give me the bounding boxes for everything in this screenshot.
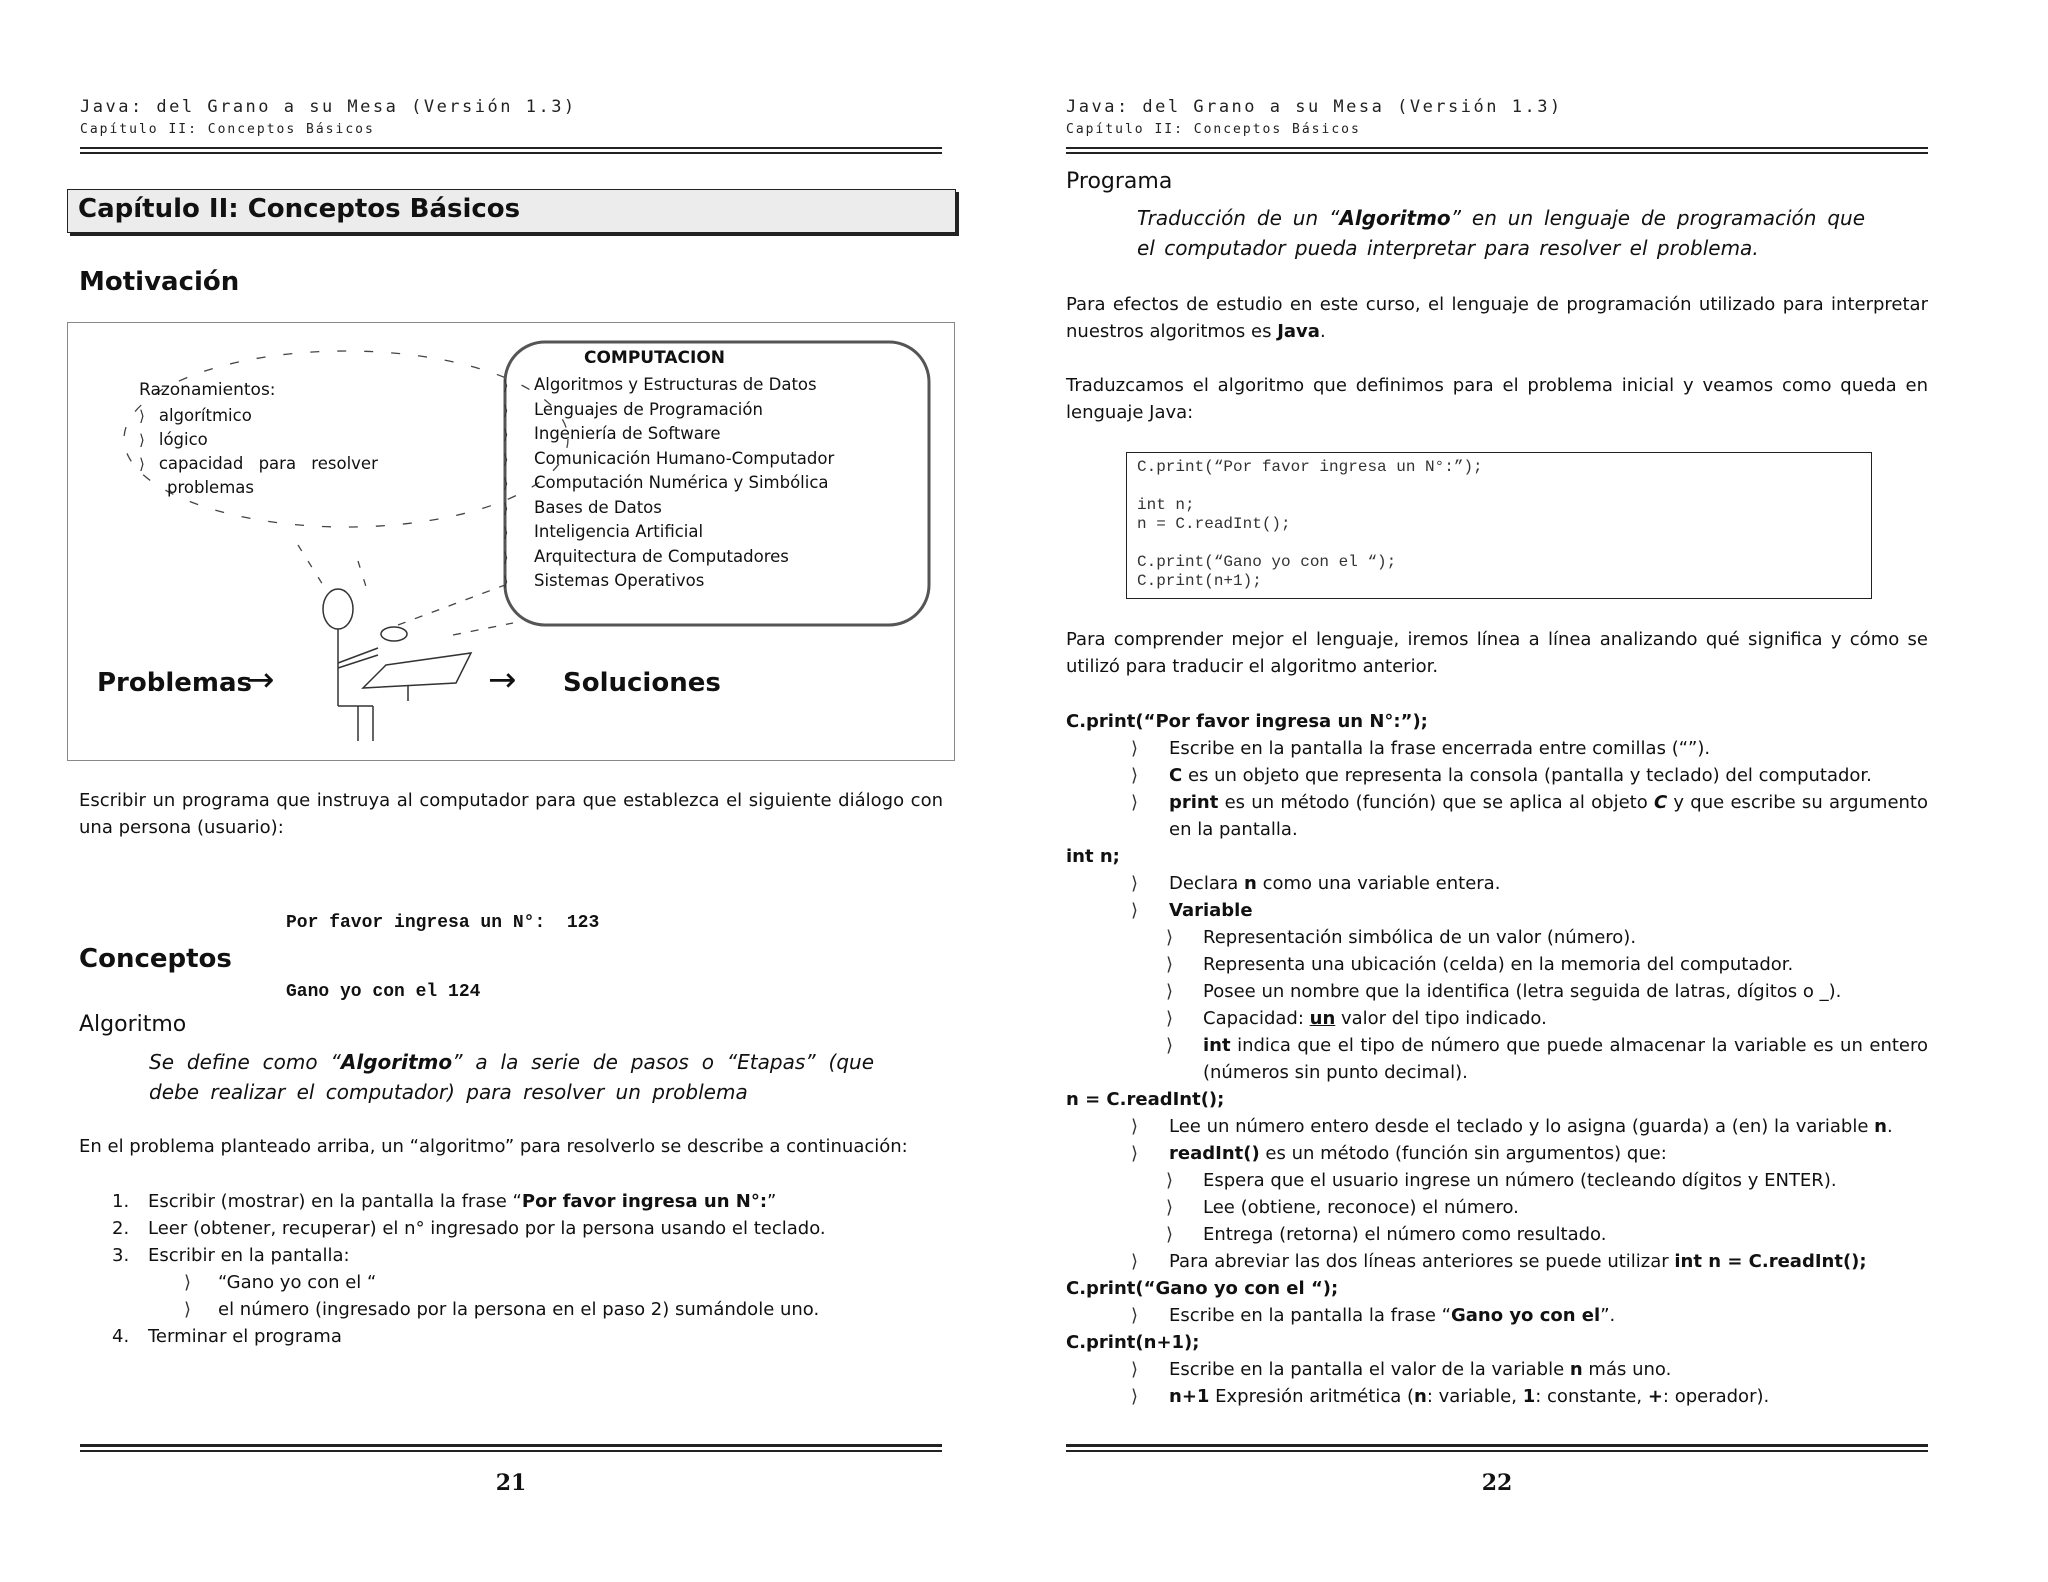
chapter-title: Capítulo II: Conceptos Básicos bbox=[78, 194, 521, 224]
solutions-label: Soluciones bbox=[563, 668, 721, 698]
computing-title: COMPUTACION bbox=[584, 348, 726, 368]
arrow-icon: → bbox=[246, 660, 275, 700]
list-item: ⟩ print es un método (función) que se aplica al objeto C y que escribe su argumento en la pantalla. bbox=[1131, 792, 1928, 840]
program-definition: Traducción de un “Algoritmo” en un lenguaje de programación que el computador pueda interpretar para resolver el problema. bbox=[1137, 206, 1865, 260]
chapter-title-box bbox=[67, 189, 956, 233]
code-line: C.print(“Gano yo con el “); bbox=[1137, 553, 1397, 571]
computing-item: ⟩ Inteligencia Artificial bbox=[503, 522, 704, 541]
computing-item: ⟩ Ingeniería de Software bbox=[503, 424, 721, 443]
link-line bbox=[453, 623, 513, 635]
motivation-heading: Motivación bbox=[79, 267, 240, 297]
running-header-title: Java: del Grano a su Mesa (Versión 1.3) bbox=[80, 97, 577, 117]
reasoning-item: problemas bbox=[167, 478, 254, 497]
footer-rule bbox=[80, 1450, 942, 1452]
reasoning-title: Razonamientos: bbox=[139, 380, 276, 400]
link-line bbox=[398, 585, 505, 625]
reasoning-item: ⟩ capacidad para resolver bbox=[139, 454, 378, 473]
header-rule bbox=[80, 152, 942, 154]
running-header-subtitle: Capítulo II: Conceptos Básicos bbox=[80, 122, 375, 137]
list-item: 3. Escribir en la pantalla: bbox=[112, 1245, 350, 1266]
list-item: ⟩ Lee (obtiene, reconoce) el número. bbox=[1166, 1197, 1519, 1218]
list-item: ⟩ n+1 Expresión aritmética (n: variable, 1: constante, +: operador). bbox=[1131, 1386, 1770, 1407]
algorithm-definition: Se define como “Algoritmo” a la serie de pasos o “Etapas” (que debe realizar el computador) para resolver un problema bbox=[149, 1050, 874, 1104]
list-item: ⟩ Escribe en la pantalla la frase encerrada entre comillas (“”). bbox=[1131, 738, 1711, 759]
computing-list bbox=[503, 375, 835, 596]
list-item: ⟩ Posee un nombre que la identifica (letra seguida de latras, dígitos o _). bbox=[1166, 981, 1842, 1002]
list-item: ⟩ C es un objeto que representa la consola (pantalla y teclado) del computador. bbox=[1131, 765, 1872, 786]
list-item: ⟩ Escribe en la pantalla la frase “Gano yo con el”. bbox=[1131, 1305, 1616, 1326]
code-statement: C.print(“Gano yo con el “); bbox=[1066, 1278, 1339, 1299]
list-item: ⟩ Representa una ubicación (celda) en la memoria del computador. bbox=[1166, 954, 1794, 975]
arrow-icon: → bbox=[488, 660, 517, 700]
header-rule bbox=[80, 147, 942, 149]
code-statement: C.print(n+1); bbox=[1066, 1332, 1200, 1353]
list-item: ⟩ Capacidad: un valor del tipo indicado. bbox=[1166, 1008, 1547, 1029]
program-heading: Programa bbox=[1066, 169, 1173, 194]
list-item: ⟩ el número (ingresado por la persona en el paso 2) sumándole uno. bbox=[184, 1299, 820, 1320]
paragraph: Para comprender mejor el lenguaje, iremos línea a línea analizando qué significa y cómo se utilizó para traducir el algoritmo anterior. bbox=[1066, 629, 1928, 677]
list-item: ⟩ Variable bbox=[1131, 900, 1253, 921]
list-item: ⟩ Representación simbólica de un valor (número). bbox=[1166, 927, 1637, 948]
page-number: 21 bbox=[495, 1470, 527, 1496]
list-item: ⟩ Declara n como una variable entera. bbox=[1131, 873, 1501, 894]
algorithm-steps bbox=[112, 1188, 826, 1350]
list-item: ⟩ “Gano yo con el “ bbox=[184, 1272, 377, 1293]
page-number: 22 bbox=[1481, 1470, 1513, 1496]
computing-item: ⟩ Lenguajes de Programación bbox=[503, 399, 763, 419]
code-line: C.print(“Por favor ingresa un N°:”); bbox=[1137, 458, 1483, 476]
computing-item: ⟩ Comunicación Humano-Computador bbox=[503, 448, 835, 468]
footer-rule bbox=[80, 1444, 942, 1447]
list-item: ⟩ Entrega (retorna) el número como resultado. bbox=[1166, 1224, 1607, 1245]
list-item: ⟩ Para abreviar las dos líneas anteriores se puede utilizar int n = C.readInt(); bbox=[1131, 1251, 1867, 1272]
code-line bbox=[1137, 534, 1483, 553]
computing-item: ⟩ Algoritmos y Estructuras de Datos bbox=[503, 375, 817, 394]
dialog-line: Gano yo con el 124 bbox=[286, 982, 481, 1002]
dialog-line: Por favor ingresa un N°: 123 bbox=[286, 913, 600, 933]
list-item: 4. Terminar el programa bbox=[112, 1326, 342, 1347]
code-line bbox=[1137, 477, 1483, 496]
dialog-example bbox=[286, 866, 599, 1050]
intro-paragraph: Escribir un programa que instruya al computador para que establezca el siguiente diálogo con una persona (usuario): bbox=[79, 790, 943, 838]
list-item: ⟩ readInt() es un método (función sin argumentos) que: bbox=[1131, 1143, 1667, 1164]
computing-item: ⟩ Bases de Datos bbox=[503, 497, 662, 517]
code-block bbox=[1126, 452, 1872, 599]
thought-trail bbox=[358, 561, 368, 593]
list-item: ⟩ Lee un número entero desde el teclado y lo asigna (guarda) a (en) la variable n. bbox=[1131, 1116, 1893, 1137]
computing-item: ⟩ Computación Numérica y Simbólica bbox=[503, 473, 829, 492]
computer-screen bbox=[363, 653, 471, 688]
code-line: int n; bbox=[1137, 496, 1195, 514]
algorithm-intro: En el problema planteado arriba, un “algoritmo” para resolverlo se describe a continuación: bbox=[79, 1136, 908, 1157]
code-statement: int n; bbox=[1066, 846, 1120, 867]
problems-label: Problemas bbox=[97, 668, 253, 698]
list-item: ⟩ int indica que el tipo de número que puede almacenar la variable es un entero (números sin punto decimal). bbox=[1166, 1035, 1928, 1083]
computing-item: ⟩ Arquitectura de Computadores bbox=[503, 546, 789, 566]
algorithm-heading: Algoritmo bbox=[79, 1012, 187, 1037]
thought-trail bbox=[298, 545, 323, 585]
footer-rule bbox=[1066, 1450, 1928, 1452]
code-lines bbox=[1137, 458, 1483, 591]
list-item: ⟩ Espera que el usuario ingrese un número (tecleando dígitos y ENTER). bbox=[1166, 1170, 1837, 1191]
code-statement: C.print(“Por favor ingresa un N°:”); bbox=[1066, 711, 1428, 732]
list-item: 2. Leer (obtener, recuperar) el n° ingresado por la persona usando el teclado. bbox=[112, 1218, 826, 1239]
reasoning-item: ⟩ algorítmico bbox=[139, 406, 252, 425]
line-analysis bbox=[1066, 708, 1928, 1410]
code-line: n = C.readInt(); bbox=[1137, 515, 1291, 533]
paragraph: Para efectos de estudio en este curso, el lenguaje de programación utilizado para interpretar nuestros algoritmos es Java. bbox=[1066, 294, 1928, 342]
list-item: 1. Escribir (mostrar) en la pantalla la frase “Por favor ingresa un N°:” bbox=[112, 1191, 777, 1212]
person-head bbox=[323, 589, 353, 629]
code-statement: n = C.readInt(); bbox=[1066, 1089, 1225, 1110]
paragraph: Traduzcamos el algoritmo que definimos para el problema inicial y veamos como queda en lenguaje Java: bbox=[1066, 375, 1928, 423]
header-rule bbox=[1066, 147, 1928, 149]
running-header-title: Java: del Grano a su Mesa (Versión 1.3) bbox=[1066, 97, 1563, 117]
header-rule bbox=[1066, 152, 1928, 154]
footer-rule bbox=[1066, 1444, 1928, 1447]
code-line: C.print(n+1); bbox=[1137, 572, 1262, 590]
list-item: ⟩ Escribe en la pantalla el valor de la variable n más uno. bbox=[1131, 1359, 1672, 1380]
computing-item: ⟩ Sistemas Operativos bbox=[503, 571, 705, 590]
computer-mouse bbox=[381, 627, 407, 641]
concepts-heading: Conceptos bbox=[79, 944, 232, 974]
reasoning-item: ⟩ lógico bbox=[139, 430, 208, 449]
motivation-diagram bbox=[67, 322, 955, 761]
running-header-subtitle: Capítulo II: Conceptos Básicos bbox=[1066, 122, 1361, 137]
